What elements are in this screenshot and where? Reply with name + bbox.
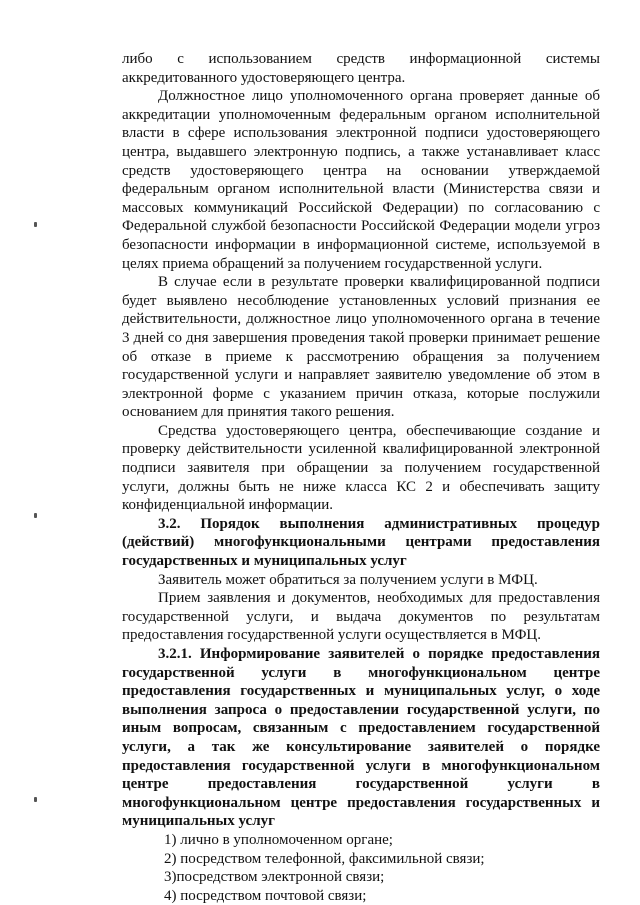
document-body [122, 50, 600, 905]
list-item: 1) лично в уполномоченном органе; [164, 831, 393, 848]
paragraph-mfc-apply: Заявитель может обратиться за получением услуги в МФЦ. [158, 571, 538, 588]
list-item: 3)посредством электронной связи; [164, 869, 385, 886]
margin-mark [34, 797, 37, 802]
paragraph-signature-failure: В случае если в результате проверки квалифицированной подписи будет выявлено несоблюдение установленных условий признания ее действительности, должностное лицо уполномоченного органа в течение 3 дней со дня завершения проведения такой проверки принимает решение об отказе в приеме к рассмотрению обращения за получением государственной услуги и направляет заявителю уведомление об этом в электронной форме с указанием причин отказа, которые послужили основанием для принятия такого решения. [122, 274, 600, 421]
list-item: 4) посредством почтовой связи; [164, 887, 367, 904]
section-heading-3-2-1: 3.2.1. Информирование заявителей о порядке предоставления государственной услуги в многофункциональном центре предоставления государственных и муниципальных услуг, о ходе выполнения запроса о предоставлении государственной услуги, по иным вопросам, связанным с предоставлением государственной услуги, а так же консультирование заявителей о порядке предоставления государственной услуги в многофункциональном центре предоставления государственной услуги в многофункциональном центре предоставления государственных и муниципальных услуг [122, 646, 600, 830]
paragraph-crypto-class: Средства удостоверяющего центра, обеспечивающие создание и проверку действительности усиленной квалифицированной электронной подписи заявителя при обращении за получением государственной услуги, должны быть не ниже класса КС 2 и обеспечивать защиту конфиденциальной информации. [122, 422, 600, 514]
paragraph-accreditation-check: Должностное лицо уполномоченного органа проверяет данные об аккредитации уполномоченным федеральным органом исполнительной власти в сфере использования электронной подписи удостоверяющего центра, выдавшего электронную подпись, а также устанавливает класс средств удостоверяющего центра на основании утверждаемой федеральным органом исполнительной власти (Министерства связи и массовых коммуникаций Российской Федерации) по согласованию с Федеральной службой безопасности Российской Федерации модели угроз безопасности информации в информационной системе, используемой в целях приема обращений за получением государственной услуги. [122, 88, 600, 272]
margin-mark [34, 513, 37, 518]
list-item: 2) посредством телефонной, факсимильной связи; [164, 850, 485, 867]
paragraph-continuation: либо с использованием средств информационной системы аккредитованного удостоверяющего центра. [122, 51, 600, 86]
section-heading-3-2: 3.2. Порядок выполнения административных процедур (действий) многофункциональными центрами предоставления государственных и муниципальных услуг [122, 515, 600, 570]
margin-mark [34, 222, 37, 227]
paragraph-mfc-reception: Прием заявления и документов, необходимых для предоставления государственной услуги, и выдача документов по результатам предоставления государственной услуги осуществляется в МФЦ. [122, 590, 600, 644]
